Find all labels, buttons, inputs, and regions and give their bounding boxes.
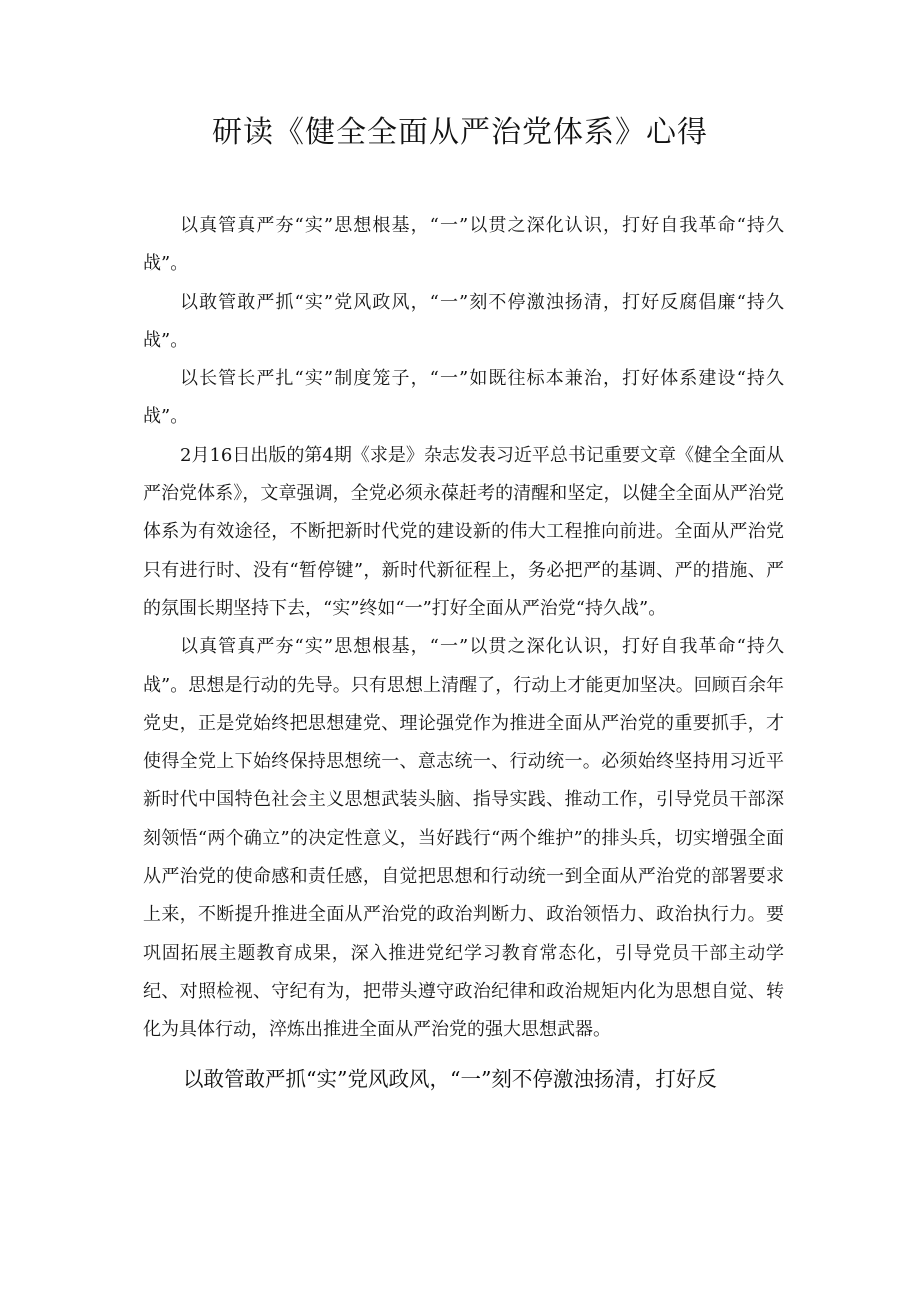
section-2-heading-paragraph: 以敢管敢严抓“实”党风政风，“一”刻不停激浊扬清，打好反: [183, 1066, 717, 1091]
document-body: [143, 207, 784, 1100]
summary-paragraph-3: 以长管长严扎“实”制度笼子，“一”如既往标本兼治，打好体系建设“持久战”。: [143, 368, 784, 428]
intro-paragraph: 2月16日出版的第4期《求是》杂志发表习近平总书记重要文章《健全全面从严治党体系》，文章强调，全党必须永葆赶考的清醒和坚定，以健全全面从严治党体系为有效途径，不断把新时代党的建设新的伟大工程推向前进。全面从严治党只有进行时、没有“暂停键”，新时代新征程上，务必把严的基调、严的措施、严的氛围长期坚持下去，“实”终如“一”打好全面从严治党“持久战”。: [143, 444, 784, 619]
document-title: 研读《健全全面从严治党体系》心得: [212, 115, 708, 150]
section-1-paragraph: 以真管真严夯“实”思想根基，“一”以贯之深化认识，打好自我革命“持久战”。思想是行动的先导。只有思想上清醒了，行动上才能更加坚决。回顾百余年党史，正是党始终把思想建党、理论强党作为推进全面从严治党的重要抓手，才使得全党上下始终保持思想统一、意志统一、行动统一。必须始终坚持用习近平新时代中国特色社会主义思想武装头脑、指导实践、推动工作，引导党员干部深刻领悟“两个确立”的决定性意义，当好践行“两个维护”的排头兵，切实增强全面从严治党的使命感和责任感，自觉把思想和行动统一到全面从严治党的部署要求上来，不断提升推进全面从严治党的政治判断力、政治领悟力、政治执行力。要巩固拓展主题教育成果，深入推进党纪学习教育常态化，引导党员干部主动学纪、对照检视、守纪有为，把带头遵守政治纪律和政治规矩内化为思想自觉、转化为具体行动，淬炼出推进全面从严治党的强大思想武器。: [143, 636, 784, 1041]
summary-paragraph-1: 以真管真严夯“实”思想根基，“一”以贯之深化认识，打好自我革命“持久战”。: [143, 215, 784, 275]
summary-paragraph-2: 以敢管敢严抓“实”党风政风，“一”刻不停激浊扬清，打好反腐倡廉“持久战”。: [143, 291, 784, 351]
